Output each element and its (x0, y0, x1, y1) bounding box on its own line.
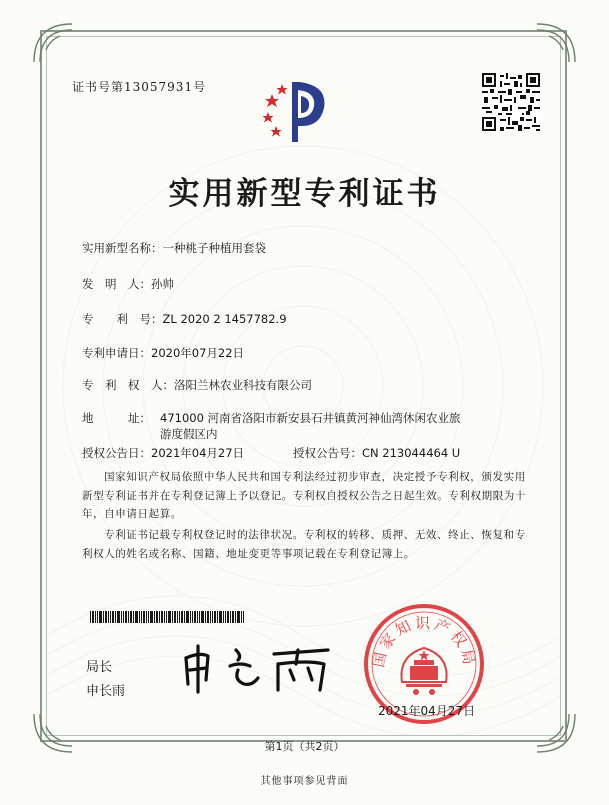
seal-text: 国家知识产权局 (369, 614, 479, 670)
announcement-number-value: CN 213044464 U (362, 446, 461, 460)
cnipa-logo-icon (258, 74, 334, 146)
field-address-value: 471000 河南省洛阳市新安县石井镇黄河神仙湾休闲农业旅游度假区内 (160, 411, 461, 441)
field-value: ZL 2020 2 1457782.9 (162, 312, 287, 326)
director-title: 局长 (86, 660, 113, 675)
paragraph-grant: 国家知识产权局依照中华人民共和国专利法经过初步审查，决定授予专利权，颁发实用新型专利证书并在专利登记簿上予以登记。专利权自授权公告之日起生效。专利权期限为十年，自申请日起算。 (82, 471, 526, 520)
field-label: 发 明 人： (82, 277, 151, 291)
certificate-number: 证书号第13057931号 (72, 80, 207, 94)
field-label: 专利申请日： (82, 346, 151, 360)
corner-ornament-top-left (30, 20, 76, 66)
qr-code-icon (482, 73, 540, 131)
field-application-date (82, 345, 244, 361)
field-value: 2020年07月22日 (151, 346, 245, 360)
field-label: 专 利 号： (82, 312, 163, 326)
corner-ornament-top-right (533, 20, 579, 66)
announcement-number-label: 授权公告号： (293, 446, 362, 460)
director-signature (178, 640, 338, 694)
announcement-date-value: 2021年04月27日 (151, 446, 245, 460)
certificate-title: 实用新型专利证书 (168, 176, 441, 212)
field-value: 洛阳兰林农业科技有限公司 (174, 378, 312, 392)
field-label: 专 利 权 人： (82, 378, 174, 392)
field-announcement (82, 445, 460, 461)
barcode-icon (90, 611, 244, 623)
field-value: 孙帅 (151, 277, 174, 291)
field-utility-model-name (82, 240, 266, 256)
page-number: 第1页（共2页） (264, 740, 345, 753)
field-address-label: 地 址： (82, 411, 151, 425)
director-name: 申长雨 (86, 684, 126, 699)
seal-date: 2021年04月27日 (378, 704, 476, 718)
footnote: 其他事项参见背面 (260, 776, 349, 787)
field-inventor (82, 276, 174, 292)
announcement-date-label: 授权公告日： (82, 446, 151, 460)
field-label: 实用新型名称： (82, 241, 163, 255)
field-value: 一种桃子种植用套袋 (162, 241, 266, 255)
field-patent-number (82, 311, 287, 327)
field-patentee (82, 377, 312, 393)
paragraph-legal-status: 专利证书记载专利权登记时的法律状况。专利权的转移、质押、无效、终止、恢复和专利权人的姓名或名称、国籍、地址变更等事项记载在专利登记簿上。 (82, 529, 526, 560)
